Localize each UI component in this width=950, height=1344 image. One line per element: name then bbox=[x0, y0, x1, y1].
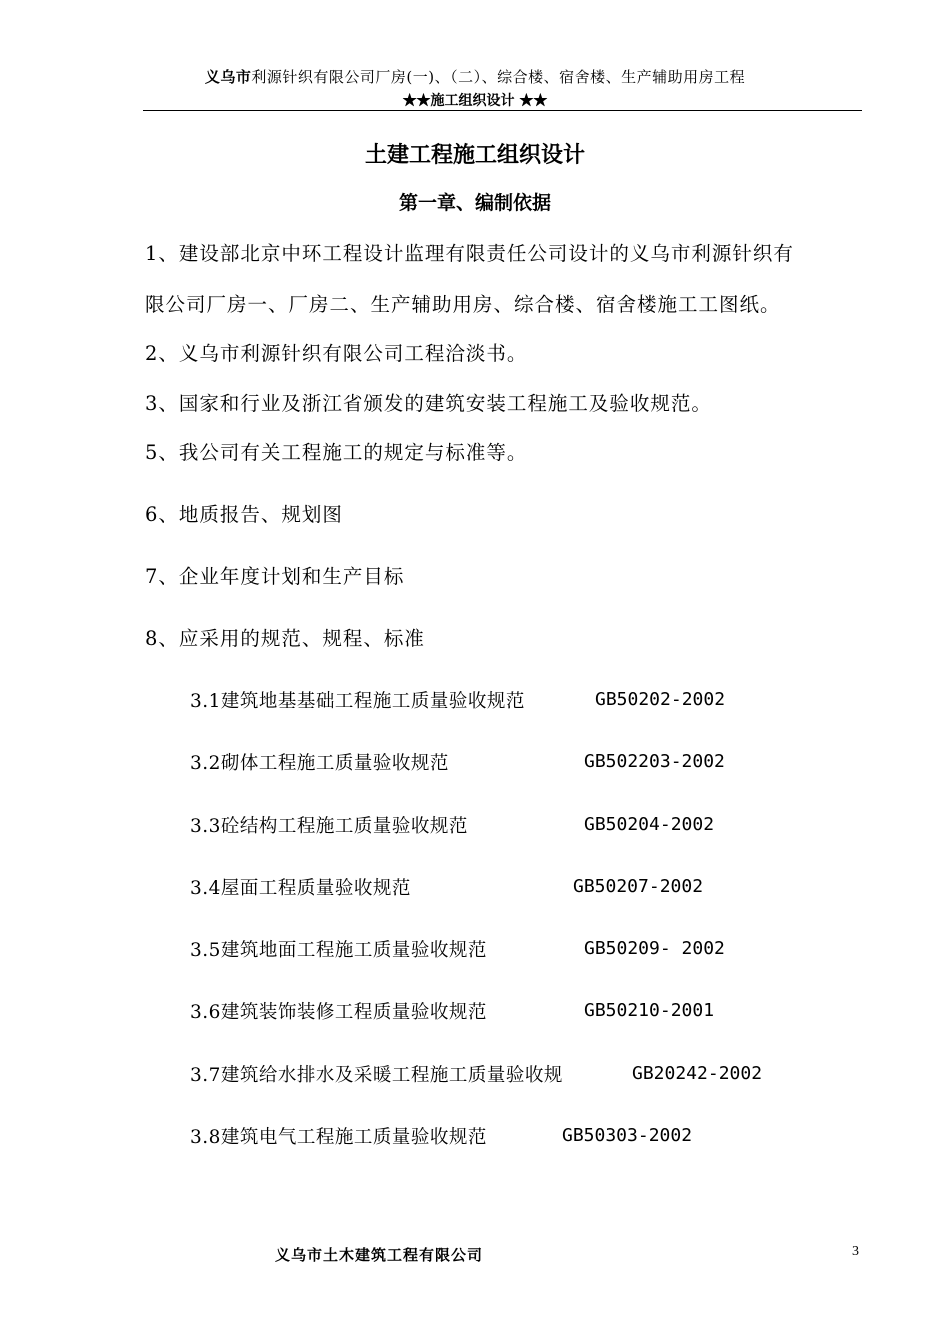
footer-company: 义乌市土木建筑工程有限公司 bbox=[275, 1246, 484, 1264]
header-project: 利源针织有限公司厂房(一)、（二）、综合楼、宿舍楼、生产辅助用房工程 bbox=[251, 68, 746, 86]
standard-name: 3.5建筑地面工程施工质量验收规范 bbox=[190, 940, 487, 961]
standard-name: 3.4屋面工程质量验收规范 bbox=[190, 878, 411, 899]
document-title: 土建工程施工组织设计 bbox=[364, 143, 585, 168]
running-header bbox=[0, 66, 950, 87]
standard-code: GB50207-2002 bbox=[573, 876, 704, 897]
standard-code: GB50303-2002 bbox=[562, 1125, 693, 1146]
standard-row bbox=[190, 749, 449, 775]
standard-code: GB50210-2001 bbox=[584, 1000, 715, 1021]
standard-code: GB20242-2002 bbox=[632, 1063, 763, 1084]
list-item: 1、建设部北京中环工程设计监理有限责任公司设计的义乌市利源针织有 bbox=[145, 242, 794, 265]
standard-row bbox=[190, 874, 411, 900]
header-city: 义乌市 bbox=[204, 68, 252, 86]
standard-code: GB50209- 2002 bbox=[584, 938, 725, 959]
list-item: 3、国家和行业及浙江省颁发的建筑安装工程施工及验收规范。 bbox=[145, 392, 712, 415]
list-item: 6、地质报告、规划图 bbox=[145, 503, 343, 526]
standard-code: GB50202-2002 bbox=[595, 689, 726, 710]
list-item: 2、义乌市利源针织有限公司工程洽淡书。 bbox=[145, 342, 528, 365]
list-item: 7、企业年度计划和生产目标 bbox=[145, 565, 405, 588]
standard-code: GB50204-2002 bbox=[584, 814, 715, 835]
standard-row bbox=[190, 936, 487, 962]
header-subtitle: ★★施工组织设计 ★★ bbox=[402, 93, 548, 109]
chapter-heading: 第一章、编制依据 bbox=[398, 192, 551, 214]
standard-name: 3.2砌体工程施工质量验收规范 bbox=[190, 753, 449, 774]
standard-code: GB502203-2002 bbox=[584, 751, 725, 772]
standard-name: 3.7建筑给水排水及采暖工程施工质量验收规 bbox=[190, 1065, 563, 1086]
standard-name: 3.3砼结构工程施工质量验收规范 bbox=[190, 816, 468, 837]
list-item: 5、我公司有关工程施工的规定与标准等。 bbox=[145, 441, 528, 464]
standard-name: 3.1建筑地基基础工程施工质量验收规范 bbox=[190, 691, 525, 712]
page-number: 3 bbox=[852, 1244, 859, 1259]
standard-name: 3.6建筑装饰装修工程质量验收规范 bbox=[190, 1002, 487, 1023]
standard-row bbox=[190, 1061, 563, 1087]
standard-row bbox=[190, 1123, 487, 1149]
standard-name: 3.8建筑电气工程施工质量验收规范 bbox=[190, 1127, 487, 1148]
list-item: 限公司厂房一、厂房二、生产辅助用房、综合楼、宿舍楼施工工图纸。 bbox=[145, 293, 781, 316]
standard-row bbox=[190, 998, 487, 1024]
standard-row bbox=[190, 812, 468, 838]
list-item: 8、应采用的规范、规程、标准 bbox=[145, 627, 425, 650]
header-divider bbox=[143, 110, 862, 111]
standard-row bbox=[190, 687, 525, 713]
